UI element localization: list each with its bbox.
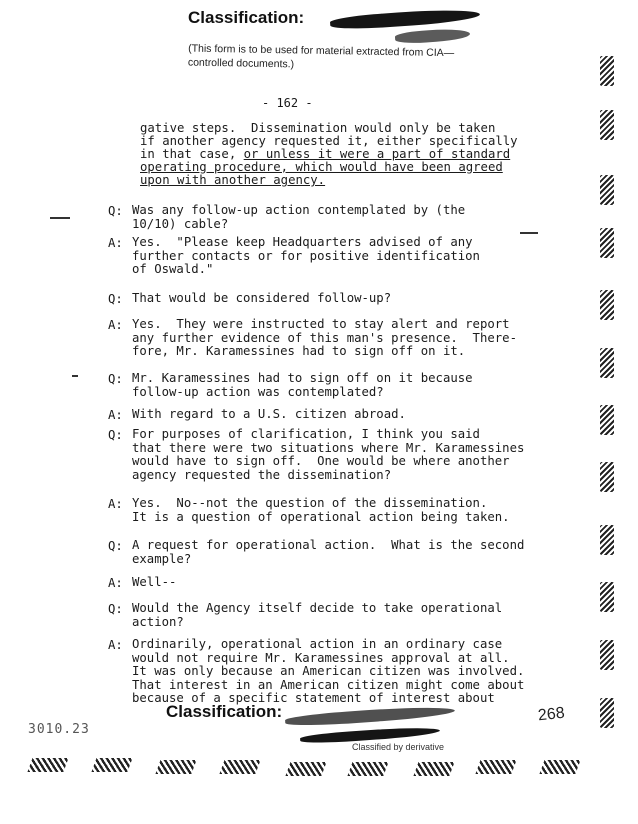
answer-line: any further evidence of this man's presence. There- xyxy=(132,330,517,345)
answer-line: further contacts or for positive identification xyxy=(132,248,480,263)
answer-line: It was only because an American citizen was involved. xyxy=(132,664,525,678)
header-redaction-mark-2 xyxy=(395,27,471,44)
edge-mark xyxy=(600,175,614,205)
question-label: Q: xyxy=(108,428,123,442)
answer-label: A: xyxy=(108,638,123,652)
edge-mark xyxy=(600,525,614,555)
answer-line: Ordinarily, operational action in an ordinary case xyxy=(132,637,503,651)
answer-line: fore, Mr. Karamessines had to sign off on it. xyxy=(132,344,466,358)
stamp: 3010.23 xyxy=(28,722,90,737)
question-label: Q: xyxy=(108,372,123,386)
question-line: Would the Agency itself decide to take operational xyxy=(132,601,503,615)
bottom-mark xyxy=(285,762,326,776)
answer-line: It is a question of operational action being taken. xyxy=(132,509,510,524)
answer-line: Well-- xyxy=(132,575,177,589)
intro-line-3-text: in that case, xyxy=(140,147,244,161)
margin-dash xyxy=(72,375,78,377)
question-line: action? xyxy=(132,614,184,629)
question-label: Q: xyxy=(108,292,123,306)
answer-line: That interest in an American citizen might come about xyxy=(132,677,525,692)
question-line: A request for operational action. What is the second xyxy=(132,538,525,552)
edge-mark xyxy=(600,582,614,612)
answer-line: Yes. They were instructed to stay alert and report xyxy=(132,317,510,331)
answer-line: Yes. No--not the question of the dissemination. xyxy=(132,496,488,510)
answer-label: A: xyxy=(108,408,123,422)
bottom-mark xyxy=(27,758,68,772)
header-redaction-mark xyxy=(330,7,481,31)
question-label: Q: xyxy=(108,539,123,553)
answer-line: of Oswald." xyxy=(132,262,214,276)
question-line: 10/10) cable? xyxy=(132,216,229,231)
question-label: Q: xyxy=(108,602,123,616)
question-line: would have to sign off. One would be where another xyxy=(132,454,510,468)
bottom-mark xyxy=(155,760,196,774)
question-label: Q: xyxy=(108,204,123,218)
edge-mark xyxy=(600,462,614,492)
question-line: follow-up action was contemplated? xyxy=(132,384,384,399)
derivative-note: Classified by derivative xyxy=(352,742,445,752)
edge-mark xyxy=(600,348,614,378)
intro-line-2: if another agency requested it, either specifically xyxy=(140,134,518,148)
answer-line: would not require Mr. Karamessines approval at all. xyxy=(132,650,510,665)
question-line: Mr. Karamessines had to sign off on it because xyxy=(132,371,473,385)
answer-label: A: xyxy=(108,318,123,332)
answer-label: A: xyxy=(108,497,123,511)
question-line: that there were two situations where Mr. Karamessines xyxy=(132,440,525,455)
question-line: example? xyxy=(132,551,192,566)
edge-mark xyxy=(600,228,614,258)
edge-mark xyxy=(600,640,614,670)
intro-underlined-text: or unless it were a part of standard xyxy=(243,147,511,161)
edge-mark xyxy=(600,290,614,320)
bottom-mark xyxy=(539,760,580,774)
page-number: - 162 - xyxy=(262,96,313,110)
header-classification-label: Classification: xyxy=(188,8,305,27)
footer-redaction-mark xyxy=(285,704,455,728)
answer-label: A: xyxy=(108,576,123,590)
bottom-mark xyxy=(413,762,454,776)
intro-line-1: gative steps. Dissemination would only be taken xyxy=(140,121,496,135)
question-line: For purposes of clarification, I think you said xyxy=(132,427,480,441)
edge-mark xyxy=(600,110,614,140)
intro-underlined-line-1: operating procedure, which would have been agreed xyxy=(140,160,503,174)
edge-mark xyxy=(600,698,614,728)
answer-label: A: xyxy=(108,236,123,250)
document-number: 268 xyxy=(537,704,566,725)
answer-line: With regard to a U.S. citizen abroad. xyxy=(132,407,406,421)
bottom-mark xyxy=(219,760,260,774)
bottom-mark xyxy=(91,758,132,772)
answer-line: Yes. "Please keep Headquarters advised of any xyxy=(132,235,473,249)
edge-mark xyxy=(600,56,614,86)
margin-dash xyxy=(520,232,538,234)
form-note: (This form is to be used for material extracted from CIA—controlled documents.) xyxy=(187,42,455,71)
question-line: agency requested the dissemination? xyxy=(132,467,392,482)
bottom-mark xyxy=(475,760,516,774)
question-line: That would be considered follow-up? xyxy=(132,291,392,305)
edge-mark xyxy=(600,405,614,435)
bottom-mark xyxy=(347,762,388,776)
footer-classification-label: Classification: xyxy=(166,702,283,721)
answer-line: because of a specific statement of interest about xyxy=(132,691,495,705)
margin-dash xyxy=(50,217,70,219)
intro-underlined-line-2: upon with another agency. xyxy=(140,173,326,187)
question-line: Was any follow-up action contemplated by (the xyxy=(132,203,466,217)
